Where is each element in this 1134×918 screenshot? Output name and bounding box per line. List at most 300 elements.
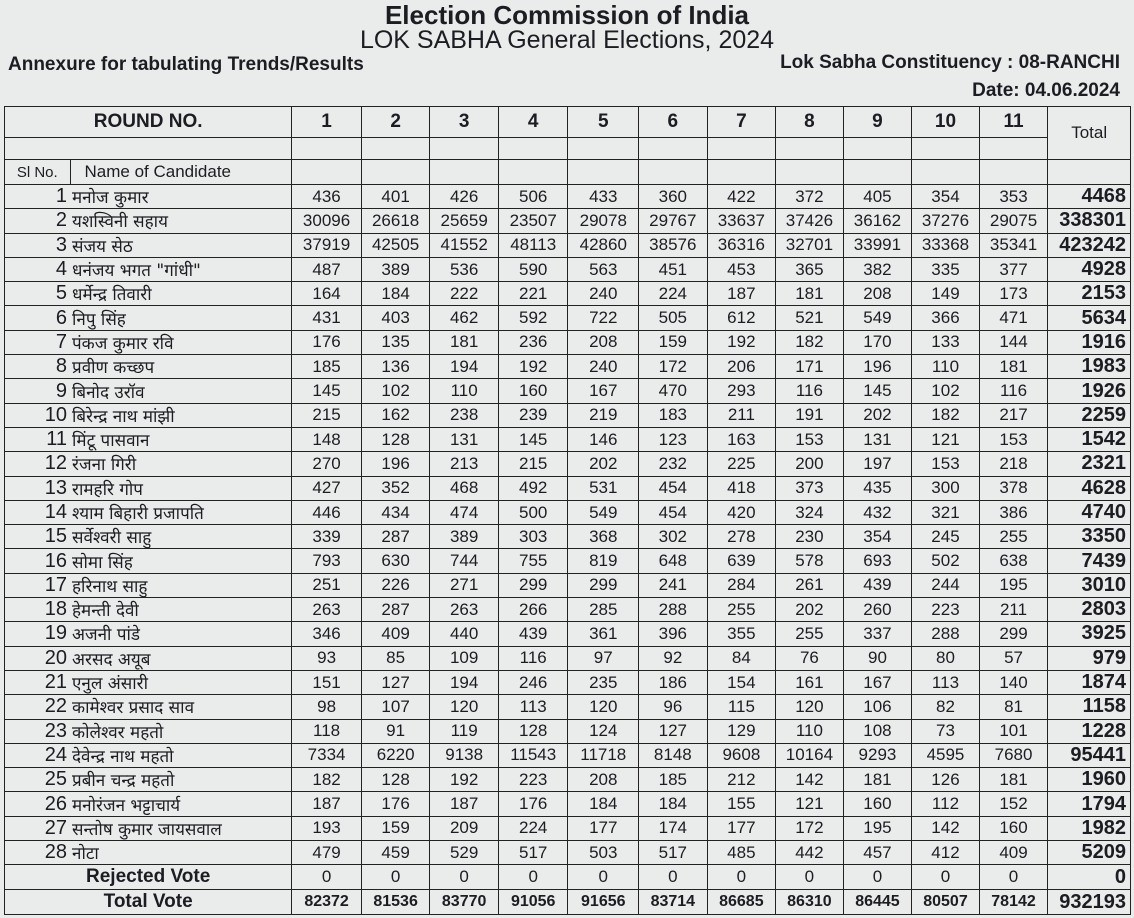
round-vote-cell: 153: [979, 427, 1048, 451]
round-vote-cell: 263: [430, 598, 499, 622]
round-vote-cell: 128: [498, 719, 568, 743]
round-number-8: 8: [776, 107, 844, 138]
round-vote-cell: 485: [707, 841, 776, 865]
round-vote-cell: 382: [843, 257, 912, 281]
round-vote-cell: 136: [361, 355, 430, 379]
round-vote-cell: 324: [776, 500, 844, 524]
round-vote-cell: 128: [361, 427, 430, 451]
round-vote-cell: 23507: [498, 209, 568, 233]
round-vote-cell: 185: [292, 355, 362, 379]
candidate-name: मनोरंजन भट्टाचार्य: [70, 792, 292, 816]
candidate-total: 1228: [1048, 719, 1131, 743]
serial-number: 9: [5, 379, 71, 403]
round-vote-cell: 11543: [498, 743, 568, 767]
round-vote-cell: 239: [498, 403, 568, 427]
round-vote-cell: 439: [498, 622, 568, 646]
round-vote-cell: 37426: [776, 209, 844, 233]
round-vote-cell: 140: [979, 670, 1048, 694]
round-vote-cell: 144: [979, 330, 1048, 354]
round-vote-cell: 145: [292, 379, 362, 403]
round-vote-cell: 431: [292, 306, 362, 330]
round-vote-cell: 722: [568, 306, 639, 330]
round-vote-cell: 439: [843, 573, 912, 597]
serial-number: 6: [5, 306, 71, 330]
round-vote-cell: 638: [979, 549, 1048, 573]
candidate-name: सर्वेश्वरी साहु: [70, 525, 292, 549]
candidate-row: [5, 379, 1131, 403]
round-vote-cell: 219: [568, 403, 639, 427]
round-vote-cell: 409: [361, 622, 430, 646]
candidate-name: मिंटू पासवान: [70, 427, 292, 451]
blank-cell: [498, 138, 568, 160]
round-vote-cell: 7334: [292, 743, 362, 767]
round-vote-cell: 337: [843, 622, 912, 646]
round-vote-cell: 426: [430, 185, 499, 209]
round-vote-cell: 106: [843, 695, 912, 719]
round-vote-cell: 215: [292, 403, 362, 427]
round-vote-cell: 335: [912, 257, 980, 281]
round-vote-cell: 195: [843, 816, 912, 840]
round-vote-cell: 224: [498, 816, 568, 840]
candidate-row: [5, 549, 1131, 573]
round-vote-cell: 195: [979, 573, 1048, 597]
round-vote-cell: 299: [979, 622, 1048, 646]
round-vote-cell: 389: [361, 257, 430, 281]
round-vote-cell: 98: [292, 695, 362, 719]
round-vote-cell: 33368: [912, 233, 980, 257]
rejected-vote-cell: 0: [430, 865, 499, 890]
rejected-vote-cell: 0: [776, 865, 844, 890]
round-vote-cell: 181: [430, 330, 499, 354]
candidate-total: 5634: [1048, 306, 1131, 330]
round-vote-cell: 300: [912, 476, 980, 500]
round-vote-cell: 7680: [979, 743, 1048, 767]
round-vote-cell: 440: [430, 622, 499, 646]
blank-cell: [639, 160, 708, 185]
candidate-row: [5, 670, 1131, 694]
candidate-total: 1542: [1048, 427, 1131, 451]
round-vote-cell: 151: [292, 670, 362, 694]
round-vote-cell: 142: [912, 816, 980, 840]
constituency-label: Lok Sabha Constituency : 08-RANCHI: [780, 52, 1120, 73]
round-vote-cell: 131: [843, 427, 912, 451]
round-vote-cell: 211: [707, 403, 776, 427]
candidate-total: 1982: [1048, 816, 1131, 840]
candidate-total: 2259: [1048, 403, 1131, 427]
round-vote-cell: 164: [292, 282, 362, 306]
round-vote-cell: 819: [568, 549, 639, 573]
blank-cell: [776, 138, 844, 160]
total-vote-cell: 91056: [498, 890, 568, 915]
round-vote-cell: 217: [979, 403, 1048, 427]
candidate-name: बिनोद उरॉव: [70, 379, 292, 403]
round-vote-cell: 287: [361, 525, 430, 549]
blank-cell: [361, 138, 430, 160]
round-vote-cell: 372: [776, 185, 844, 209]
round-vote-cell: 184: [568, 792, 639, 816]
candidate-row: [5, 525, 1131, 549]
round-vote-cell: 73: [912, 719, 980, 743]
round-vote-cell: 110: [430, 379, 499, 403]
round-vote-cell: 355: [707, 622, 776, 646]
round-vote-cell: 155: [707, 792, 776, 816]
round-vote-cell: 80: [912, 646, 980, 670]
candidate-name: धर्मेन्द्र तिवारी: [70, 282, 292, 306]
round-vote-cell: 459: [361, 841, 430, 865]
round-vote-cell: 85: [361, 646, 430, 670]
round-vote-cell: 442: [776, 841, 844, 865]
candidate-row: [5, 452, 1131, 476]
round-vote-cell: 202: [568, 452, 639, 476]
round-vote-cell: 81: [979, 695, 1048, 719]
round-vote-cell: 186: [639, 670, 708, 694]
round-vote-cell: 202: [843, 403, 912, 427]
candidate-total: 2803: [1048, 598, 1131, 622]
candidate-name: नोटा: [70, 841, 292, 865]
round-vote-cell: 153: [912, 452, 980, 476]
round-vote-cell: 187: [430, 792, 499, 816]
serial-number: 14: [5, 500, 71, 524]
round-vote-cell: 793: [292, 549, 362, 573]
round-vote-cell: 434: [361, 500, 430, 524]
round-vote-cell: 192: [498, 355, 568, 379]
candidate-row: [5, 598, 1131, 622]
candidate-name: हेमन्ती देवी: [70, 598, 292, 622]
round-vote-cell: 261: [776, 573, 844, 597]
round-vote-cell: 225: [707, 452, 776, 476]
date-label: Date: 04.06.2024: [972, 80, 1120, 101]
round-vote-cell: 299: [568, 573, 639, 597]
round-vote-cell: 181: [776, 282, 844, 306]
round-vote-cell: 288: [912, 622, 980, 646]
round-vote-cell: 93: [292, 646, 362, 670]
round-vote-cell: 208: [568, 768, 639, 792]
round-vote-cell: 468: [430, 476, 499, 500]
round-vote-cell: 110: [776, 719, 844, 743]
round-vote-cell: 192: [430, 768, 499, 792]
round-vote-cell: 263: [292, 598, 362, 622]
round-vote-cell: 223: [912, 598, 980, 622]
total-column-header: Total: [1048, 107, 1131, 160]
round-vote-cell: 84: [707, 646, 776, 670]
candidate-row: [5, 306, 1131, 330]
round-vote-cell: 236: [498, 330, 568, 354]
round-vote-cell: 208: [843, 282, 912, 306]
candidate-row: [5, 233, 1131, 257]
round-vote-cell: 396: [639, 622, 708, 646]
round-vote-cell: 9138: [430, 743, 499, 767]
round-vote-cell: 37919: [292, 233, 362, 257]
round-vote-cell: 240: [568, 355, 639, 379]
blank-cell: [912, 160, 980, 185]
round-vote-cell: 693: [843, 549, 912, 573]
candidate-row: [5, 403, 1131, 427]
round-vote-cell: 196: [361, 452, 430, 476]
round-vote-cell: 129: [707, 719, 776, 743]
round-vote-cell: 412: [912, 841, 980, 865]
round-vote-cell: 191: [776, 403, 844, 427]
round-vote-cell: 176: [361, 792, 430, 816]
serial-number: 12: [5, 452, 71, 476]
round-vote-cell: 194: [430, 355, 499, 379]
round-vote-cell: 202: [776, 598, 844, 622]
rejected-vote-cell: 0: [568, 865, 639, 890]
blank-cell: [979, 160, 1048, 185]
candidate-total: 338301: [1048, 209, 1131, 233]
serial-number: 16: [5, 549, 71, 573]
candidate-name: संजय सेठ: [70, 233, 292, 257]
round-vote-cell: 36316: [707, 233, 776, 257]
round-vote-cell: 182: [776, 330, 844, 354]
round-vote-cell: 255: [776, 622, 844, 646]
round-vote-cell: 172: [639, 355, 708, 379]
round-vote-cell: 167: [843, 670, 912, 694]
candidate-row: [5, 500, 1131, 524]
candidate-row: [5, 841, 1131, 865]
round-vote-cell: 285: [568, 598, 639, 622]
round-vote-cell: 160: [979, 816, 1048, 840]
candidate-name: प्रवीण कच्छप: [70, 355, 292, 379]
round-vote-cell: 500: [498, 500, 568, 524]
round-vote-cell: 303: [498, 525, 568, 549]
total-vote-cell: 82372: [292, 890, 362, 915]
candidate-row: [5, 646, 1131, 670]
round-number-1: 1: [292, 107, 362, 138]
column-label-row: [5, 160, 1131, 185]
round-vote-cell: 506: [498, 185, 568, 209]
blank-cell: [292, 160, 362, 185]
round-vote-cell: 182: [912, 403, 980, 427]
round-vote-cell: 29075: [979, 209, 1048, 233]
round-vote-cell: 479: [292, 841, 362, 865]
round-vote-cell: 287: [361, 598, 430, 622]
round-vote-cell: 145: [843, 379, 912, 403]
candidate-row: [5, 185, 1131, 209]
blank-header-row: [5, 138, 1131, 160]
round-vote-cell: 127: [639, 719, 708, 743]
round-vote-cell: 433: [568, 185, 639, 209]
round-vote-cell: 238: [430, 403, 499, 427]
round-vote-cell: 109: [430, 646, 499, 670]
candidate-row: [5, 282, 1131, 306]
candidate-row: [5, 330, 1131, 354]
blank-cell: [568, 160, 639, 185]
round-vote-cell: 365: [776, 257, 844, 281]
round-vote-cell: 96: [639, 695, 708, 719]
round-vote-cell: 260: [843, 598, 912, 622]
candidate-name: रंजना गिरी: [70, 452, 292, 476]
round-vote-cell: 118: [292, 719, 362, 743]
round-vote-cell: 120: [430, 695, 499, 719]
round-vote-cell: 161: [776, 670, 844, 694]
blank-cell: [1048, 160, 1131, 185]
candidate-total: 1158: [1048, 695, 1131, 719]
round-vote-cell: 453: [707, 257, 776, 281]
blank-cell: [639, 138, 708, 160]
round-vote-cell: 432: [843, 500, 912, 524]
round-vote-cell: 102: [912, 379, 980, 403]
candidate-total: 1794: [1048, 792, 1131, 816]
candidate-row: [5, 622, 1131, 646]
candidate-name: निपु सिंह: [70, 306, 292, 330]
blank-cell: [843, 138, 912, 160]
serial-number: 21: [5, 670, 71, 694]
round-vote-cell: 8148: [639, 743, 708, 767]
round-vote-cell: 148: [292, 427, 362, 451]
round-vote-cell: 48113: [498, 233, 568, 257]
round-vote-cell: 91: [361, 719, 430, 743]
round-vote-cell: 57: [979, 646, 1048, 670]
round-vote-cell: 187: [707, 282, 776, 306]
round-vote-cell: 176: [292, 330, 362, 354]
round-vote-cell: 255: [979, 525, 1048, 549]
round-vote-cell: 160: [843, 792, 912, 816]
candidate-row: [5, 427, 1131, 451]
candidate-row: [5, 792, 1131, 816]
round-vote-cell: 172: [776, 816, 844, 840]
round-no-label: ROUND NO.: [5, 107, 292, 138]
candidate-name: रामहरि गोप: [70, 476, 292, 500]
round-number-5: 5: [568, 107, 639, 138]
round-vote-cell: 299: [498, 573, 568, 597]
round-vote-cell: 462: [430, 306, 499, 330]
round-vote-cell: 451: [639, 257, 708, 281]
blank-cell: [843, 160, 912, 185]
round-vote-cell: 113: [912, 670, 980, 694]
round-vote-cell: 29078: [568, 209, 639, 233]
serial-number: 24: [5, 743, 71, 767]
serial-number: 27: [5, 816, 71, 840]
round-vote-cell: 590: [498, 257, 568, 281]
round-vote-cell: 230: [776, 525, 844, 549]
round-vote-cell: 152: [979, 792, 1048, 816]
round-vote-cell: 436: [292, 185, 362, 209]
candidate-total: 3010: [1048, 573, 1131, 597]
round-vote-cell: 744: [430, 549, 499, 573]
annexure-label: Annexure for tabulating Trends/Results: [8, 54, 364, 75]
blank-cell: [568, 138, 639, 160]
round-vote-cell: 354: [912, 185, 980, 209]
round-vote-cell: 251: [292, 573, 362, 597]
serial-number: 26: [5, 792, 71, 816]
round-vote-cell: 9608: [707, 743, 776, 767]
round-vote-cell: 549: [843, 306, 912, 330]
candidate-total: 4928: [1048, 257, 1131, 281]
candidate-name: श्याम बिहारी प्रजापति: [70, 500, 292, 524]
round-number-7: 7: [707, 107, 776, 138]
round-vote-cell: 181: [979, 768, 1048, 792]
round-vote-cell: 422: [707, 185, 776, 209]
blank-cell: [707, 160, 776, 185]
round-vote-cell: 174: [639, 816, 708, 840]
serial-number: 13: [5, 476, 71, 500]
blank-cell: [361, 160, 430, 185]
document-title: Election Commission of India: [384, 0, 750, 30]
round-vote-cell: 184: [361, 282, 430, 306]
round-vote-cell: 487: [292, 257, 362, 281]
round-vote-cell: 101: [979, 719, 1048, 743]
round-vote-cell: 211: [979, 598, 1048, 622]
round-vote-cell: 153: [776, 427, 844, 451]
round-vote-cell: 163: [707, 427, 776, 451]
total-vote-cell: 86445: [843, 890, 912, 915]
round-vote-cell: 536: [430, 257, 499, 281]
rejected-vote-cell: 0: [639, 865, 708, 890]
round-vote-cell: 133: [912, 330, 980, 354]
round-vote-cell: 119: [430, 719, 499, 743]
round-vote-cell: 401: [361, 185, 430, 209]
round-vote-cell: 181: [979, 355, 1048, 379]
round-vote-cell: 215: [498, 452, 568, 476]
round-vote-cell: 293: [707, 379, 776, 403]
candidate-name: कामेश्वर प्रसाद साव: [70, 695, 292, 719]
rejected-vote-cell: 0: [912, 865, 980, 890]
candidate-name: कोलेश्वर महतो: [70, 719, 292, 743]
round-vote-cell: 209: [430, 816, 499, 840]
round-vote-cell: 197: [843, 452, 912, 476]
candidate-row: [5, 695, 1131, 719]
round-vote-cell: 32701: [776, 233, 844, 257]
round-vote-cell: 471: [979, 306, 1048, 330]
round-vote-cell: 578: [776, 549, 844, 573]
round-vote-cell: 112: [912, 792, 980, 816]
serial-number: 28: [5, 841, 71, 865]
round-vote-cell: 42860: [568, 233, 639, 257]
candidate-total: 1983: [1048, 355, 1131, 379]
round-vote-cell: 116: [979, 379, 1048, 403]
round-vote-cell: 35341: [979, 233, 1048, 257]
serial-number: 8: [5, 355, 71, 379]
round-vote-cell: 76: [776, 646, 844, 670]
candidate-name: धनंजय भगत "गांधी": [70, 257, 292, 281]
blank-cell: [430, 138, 499, 160]
serial-number: 22: [5, 695, 71, 719]
round-vote-cell: 127: [361, 670, 430, 694]
round-vote-cell: 361: [568, 622, 639, 646]
round-number-10: 10: [912, 107, 980, 138]
round-vote-cell: 612: [707, 306, 776, 330]
rejected-vote-cell: 0: [707, 865, 776, 890]
round-vote-cell: 120: [776, 695, 844, 719]
serial-number: 3: [5, 233, 71, 257]
round-vote-cell: 154: [707, 670, 776, 694]
round-vote-cell: 167: [568, 379, 639, 403]
serial-number: 5: [5, 282, 71, 306]
round-vote-cell: 503: [568, 841, 639, 865]
round-vote-cell: 213: [430, 452, 499, 476]
round-vote-cell: 255: [707, 598, 776, 622]
round-vote-cell: 26618: [361, 209, 430, 233]
round-vote-cell: 184: [639, 792, 708, 816]
round-vote-cell: 386: [979, 500, 1048, 524]
round-vote-cell: 427: [292, 476, 362, 500]
rejected-vote-total: 0: [1048, 865, 1131, 890]
total-vote-cell: 78142: [979, 890, 1048, 915]
total-vote-cell: 86685: [707, 890, 776, 915]
candidate-name: सोमा सिंह: [70, 549, 292, 573]
round-vote-cell: 171: [776, 355, 844, 379]
candidate-total: 4628: [1048, 476, 1131, 500]
rejected-vote-cell: 0: [843, 865, 912, 890]
round-vote-cell: 9293: [843, 743, 912, 767]
round-vote-cell: 113: [498, 695, 568, 719]
round-vote-cell: 630: [361, 549, 430, 573]
rejected-vote-cell: 0: [979, 865, 1048, 890]
round-vote-cell: 160: [498, 379, 568, 403]
blank-cell: [979, 138, 1048, 160]
round-vote-cell: 454: [639, 500, 708, 524]
round-vote-cell: 435: [843, 476, 912, 500]
